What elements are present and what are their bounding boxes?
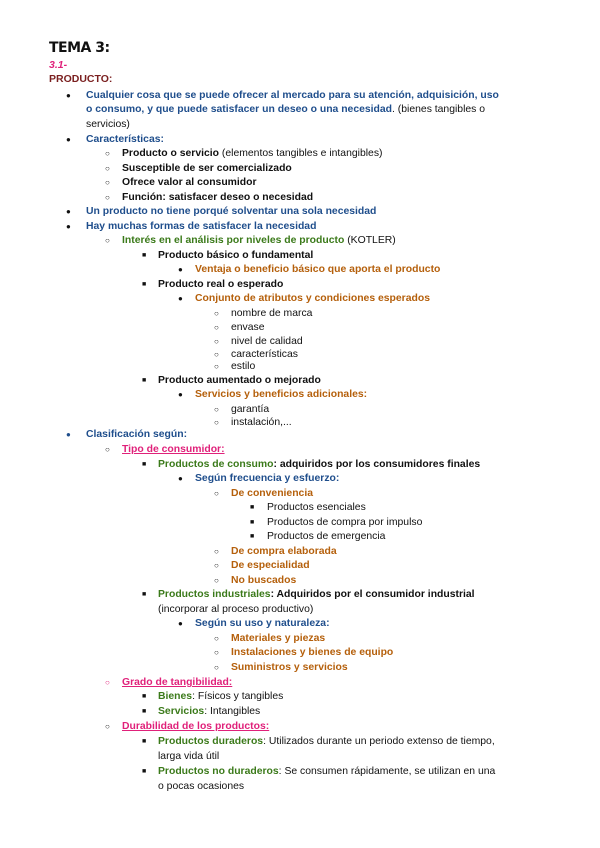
bullet-circle: ○ — [105, 193, 110, 202]
bullet-circle: ○ — [214, 405, 219, 414]
conveniencia-item: Productos de emergencia — [267, 531, 386, 542]
atributo-item: nombre de marca — [231, 308, 313, 319]
bullet-circle: ○ — [214, 648, 219, 657]
industriales-cont: (incorporar al proceso productivo) — [158, 604, 314, 615]
bullet-circle: ○ — [214, 547, 219, 556]
bullet-circle: ○ — [214, 362, 219, 371]
bullet-dot: ● — [66, 222, 71, 231]
bullet-circle: ○ — [105, 178, 110, 187]
instalaciones-equipo: Instalaciones y bienes de equipo — [231, 647, 394, 658]
bullet-dot: ● — [66, 135, 71, 144]
bullet-circle: ○ — [214, 350, 219, 359]
durabilidad-heading: Durabilidad de los productos: — [122, 721, 270, 732]
segun-uso: Según su uso y naturaleza: — [195, 618, 330, 629]
bullet-circle: ○ — [105, 149, 110, 158]
bullet-dot: ● — [178, 619, 183, 628]
bullet-circle: ○ — [214, 309, 219, 318]
suministros-servicios: Suministros y servicios — [231, 662, 348, 673]
bullet-circle: ○ — [214, 418, 219, 427]
bullet-dot: ● — [66, 91, 71, 100]
bullet-dot: ● — [178, 390, 183, 399]
bienes: Bienes: Físicos y tangibles — [158, 691, 284, 702]
section-heading: PRODUCTO: — [49, 73, 113, 85]
bullet-square: ■ — [142, 377, 147, 384]
char-item-3: Ofrece valor al consumidor — [122, 177, 257, 188]
bullet-square: ■ — [142, 738, 147, 745]
de-conveniencia: De conveniencia — [231, 488, 314, 499]
segun-frecuencia: Según frecuencia y esfuerzo: — [195, 473, 340, 484]
bullet-square: ■ — [250, 504, 255, 511]
bullet-circle: ○ — [214, 561, 219, 570]
bullet-circle: ○ — [214, 323, 219, 332]
bullet-circle: ○ — [105, 236, 110, 245]
no-buscados: No buscados — [231, 575, 297, 586]
conveniencia-item: Productos esenciales — [267, 502, 366, 513]
bullet-square: ■ — [142, 693, 147, 700]
definition-line-1: Cualquier cosa que se puede ofrecer al mercado para su atención, adquisición, uso — [86, 90, 499, 101]
atributo-item: estilo — [231, 361, 256, 372]
bullet-square: ■ — [142, 281, 147, 288]
bullet-square: ■ — [250, 533, 255, 540]
productos-no-duraderos: Productos no duraderos: Se consumen rápidamente, se utilizan en una — [158, 766, 496, 777]
bullet-square: ■ — [142, 768, 147, 775]
compra-elaborada: De compra elaborada — [231, 546, 337, 557]
bullet-dot: ● — [178, 474, 183, 483]
atributo-item: características — [231, 349, 298, 360]
tipo-consumidor-heading: Tipo de consumidor: — [122, 444, 225, 455]
bullet-square: ■ — [142, 252, 147, 259]
bullet-circle: ○ — [214, 489, 219, 498]
bullet-circle: ○ — [105, 678, 110, 687]
bullet-circle: ○ — [214, 663, 219, 672]
servicios: Servicios: Intangibles — [158, 706, 261, 717]
clasificacion-heading: Clasificación según: — [86, 429, 188, 440]
niveles-producto: Interés en el análisis por niveles de producto (KOTLER) — [122, 235, 396, 246]
conveniencia-item: Productos de compra por impulso — [267, 517, 423, 528]
bullet-circle: ○ — [214, 337, 219, 346]
page-title: TEMA 3: — [49, 40, 110, 56]
atributo-item: nivel de calidad — [231, 336, 303, 347]
nivel-basico-desc: Ventaja o beneficio básico que aporta el producto — [195, 264, 441, 275]
bullet-circle: ○ — [105, 722, 110, 731]
bullet-dot: ● — [178, 294, 183, 303]
definition-line-3: servicios) — [86, 119, 130, 130]
bullet-square: ■ — [142, 708, 147, 715]
bullet-square: ■ — [142, 591, 147, 598]
bullet-dot: ● — [66, 430, 71, 439]
bullet-circle: ○ — [105, 445, 110, 454]
char-item-2: Susceptible de ser comercializado — [122, 163, 292, 174]
nivel-real-desc: Conjunto de atributos y condiciones esperados — [195, 293, 430, 304]
nivel-aumentado: Producto aumentado o mejorado — [158, 375, 321, 386]
definition-line-2: o consumo, y que puede satisfacer un deseo o una necesidad. (bienes tangibles o — [86, 104, 486, 115]
char-item-1: Producto o servicio (elementos tangibles e intangibles) — [122, 148, 383, 159]
nivel-aumentado-desc: Servicios y beneficios adicionales: — [195, 389, 368, 400]
bullet-dot: ● — [66, 207, 71, 216]
caracteristicas-heading: Características: — [86, 134, 164, 145]
bullet-square: ■ — [142, 461, 147, 468]
productos-consumo: Productos de consumo: adquiridos por los consumidores finales — [158, 459, 481, 470]
bullet-circle: ○ — [214, 634, 219, 643]
bullet-circle: ○ — [105, 164, 110, 173]
productos-industriales: Productos industriales: Adquiridos por el consumidor industrial — [158, 589, 475, 600]
nivel-real: Producto real o esperado — [158, 279, 284, 290]
atributo-item: envase — [231, 322, 265, 333]
bullet-dot: ● — [178, 265, 183, 274]
servicio-item: instalación,... — [231, 417, 292, 428]
point-formas: Hay muchas formas de satisfacer la necesidad — [86, 221, 317, 232]
productos-duraderos: Productos duraderos: Utilizados durante un periodo extenso de tiempo, — [158, 736, 495, 747]
bullet-square: ■ — [250, 519, 255, 526]
section-number: 3.1- — [49, 59, 68, 71]
tangibilidad-heading: Grado de tangibilidad: — [122, 677, 233, 688]
materiales-piezas: Materiales y piezas — [231, 633, 326, 644]
duraderos-cont: larga vida útil — [158, 751, 220, 762]
no-duraderos-cont: o pocas ocasiones — [158, 781, 245, 792]
char-item-4: Función: satisfacer deseo o necesidad — [122, 192, 314, 203]
nivel-basico: Producto básico o fundamental — [158, 250, 314, 261]
de-especialidad: De especialidad — [231, 560, 310, 571]
point-necesidad: Un producto no tiene porqué solventar una sola necesidad — [86, 206, 377, 217]
servicio-item: garantía — [231, 404, 270, 415]
bullet-circle: ○ — [214, 576, 219, 585]
